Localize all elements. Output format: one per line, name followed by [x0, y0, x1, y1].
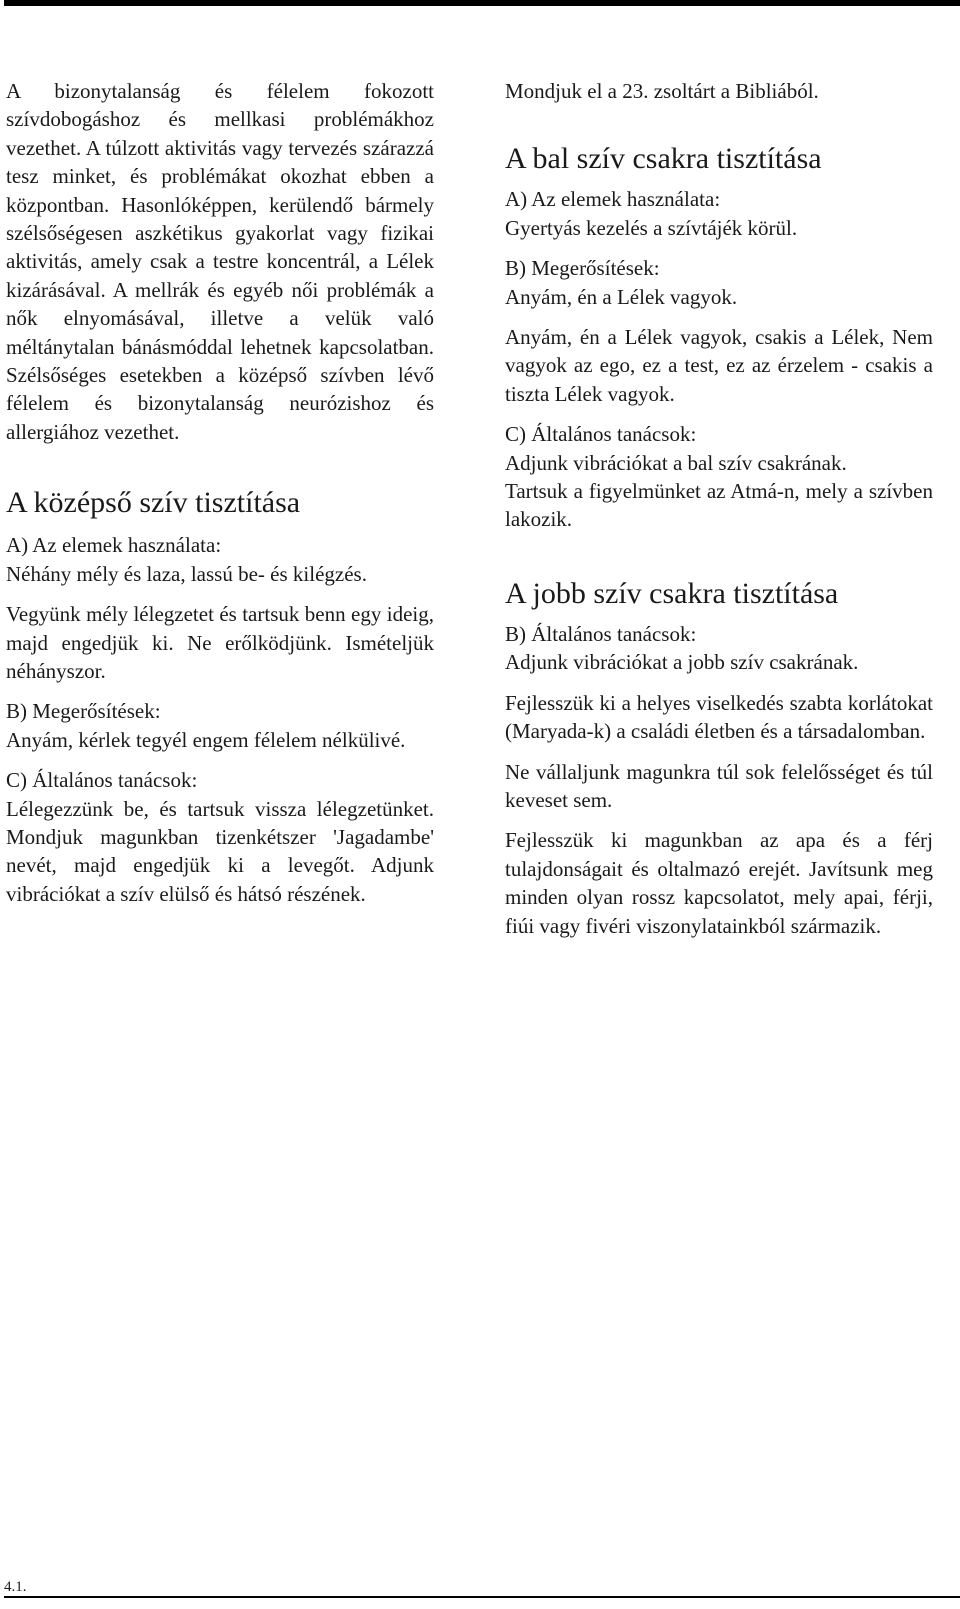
- right-column: [505, 77, 933, 940]
- left-heart-advice-label: C) Általános tanácsok:: [505, 422, 697, 447]
- left-heart-elements-label: A) Az elemek használata:: [505, 187, 721, 212]
- left-heart-affirmation-2: Anyám, én a Lélek vagyok, csakis a Lélek, Nem vagyok az ego, ez a test, ez az érzelem - csakis a tiszta Lélek vagyok.: [505, 325, 933, 406]
- left-heart-advice-2: Tartsuk a figyelmünket az Atmá-n, mely a szívben lakozik.: [505, 479, 933, 532]
- right-heart-advice-label: B) Általános tanácsok:: [505, 621, 697, 646]
- left-heart-elements-text: Gyertyás kezelés a szívtájék körül.: [505, 215, 798, 240]
- affirmations-text: Anyám, kérlek tegyél engem félelem nélkülivé.: [6, 727, 406, 752]
- left-column: [6, 77, 434, 908]
- right-heart-text-2: Fejlesszük ki a helyes viselkedés szabta korlátokat (Maryada-k) a családi életben és a társadalomban.: [505, 690, 933, 744]
- bottom-rule: [4, 1596, 960, 1598]
- elements-text-1: Néhány mély és laza, lassú be- és kilégzés.: [6, 561, 367, 586]
- section-title-middle-heart: A középső szív tisztítása: [6, 486, 301, 520]
- right-heart-text-3: Ne vállaljunk magunkra túl sok felelősséget és túl keveset sem.: [505, 759, 933, 812]
- advice-label: C) Általános tanácsok:: [6, 768, 198, 793]
- affirmations-label: B) Megerősítések:: [6, 699, 161, 724]
- section-title-left-heart: A bal szív csakra tisztítása: [505, 142, 822, 176]
- elements-label: A) Az elemek használata:: [6, 533, 222, 558]
- left-heart-affirmations-label: B) Megerősítések:: [505, 256, 660, 281]
- section-title-right-heart: A jobb szív csakra tisztítása: [505, 576, 839, 610]
- intro-paragraph: A bizonytalanság és félelem fokozott szívdobogáshoz és mellkasi problémákhoz vezethet. A túlzott aktivitás vagy tervezés szárazzá tesz minket, és problémákat okozhat ebben a központban. Hasonlóképpen, kerülendő bármely szélsőségesen aszkétikus gyakorlat vagy fizikai aktivitás, amely csak a testre koncentrál, a Lélek kizárásával. A mellrák és egyéb női problémák a nők elnyomásával, illetve a velük való méltánytalan bánásmóddal lehetnek kapcsolatban. Szélsőséges esetekben a középső szívben lévő félelem és bizonytalanság neurózishoz és allergiához vezethet.: [6, 79, 434, 444]
- elements-text-2: Vegyünk mély lélegzetet és tartsuk benn egy ideig, majd engedjük ki. Ne erőlködjünk. Ismételjük néhányszor.: [6, 602, 434, 683]
- right-heart-text-4: Fejlesszük ki magunkban az apa és a férj tulajdonságait és oltalmazó erejét. Javítsunk meg minden olyan rossz kapcsolatot, mely apai, férji, fiúi vagy fivéri viszonylatainkból származik.: [505, 828, 933, 938]
- right-heart-text-1: Adjunk vibrációkat a jobb szív csakrának.: [505, 650, 859, 675]
- page-number: 4.1.: [4, 1579, 27, 1595]
- advice-text: Lélegezzünk be, és tartsuk vissza lélegzetünket. Mondjuk magunkban tizenkétszer 'Jagadambe' nevét, majd engedjük ki a levegőt. Adjunk vibrációkat a szív elülső és hátsó részének.: [6, 796, 434, 906]
- left-heart-advice-1: Adjunk vibrációkat a bal szív csakrának.: [505, 450, 847, 475]
- left-heart-affirmation-1: Anyám, én a Lélek vagyok.: [505, 284, 738, 309]
- top-rule: [4, 0, 960, 6]
- psalm-line: Mondjuk el a 23. zsoltárt a Bibliából.: [505, 79, 819, 103]
